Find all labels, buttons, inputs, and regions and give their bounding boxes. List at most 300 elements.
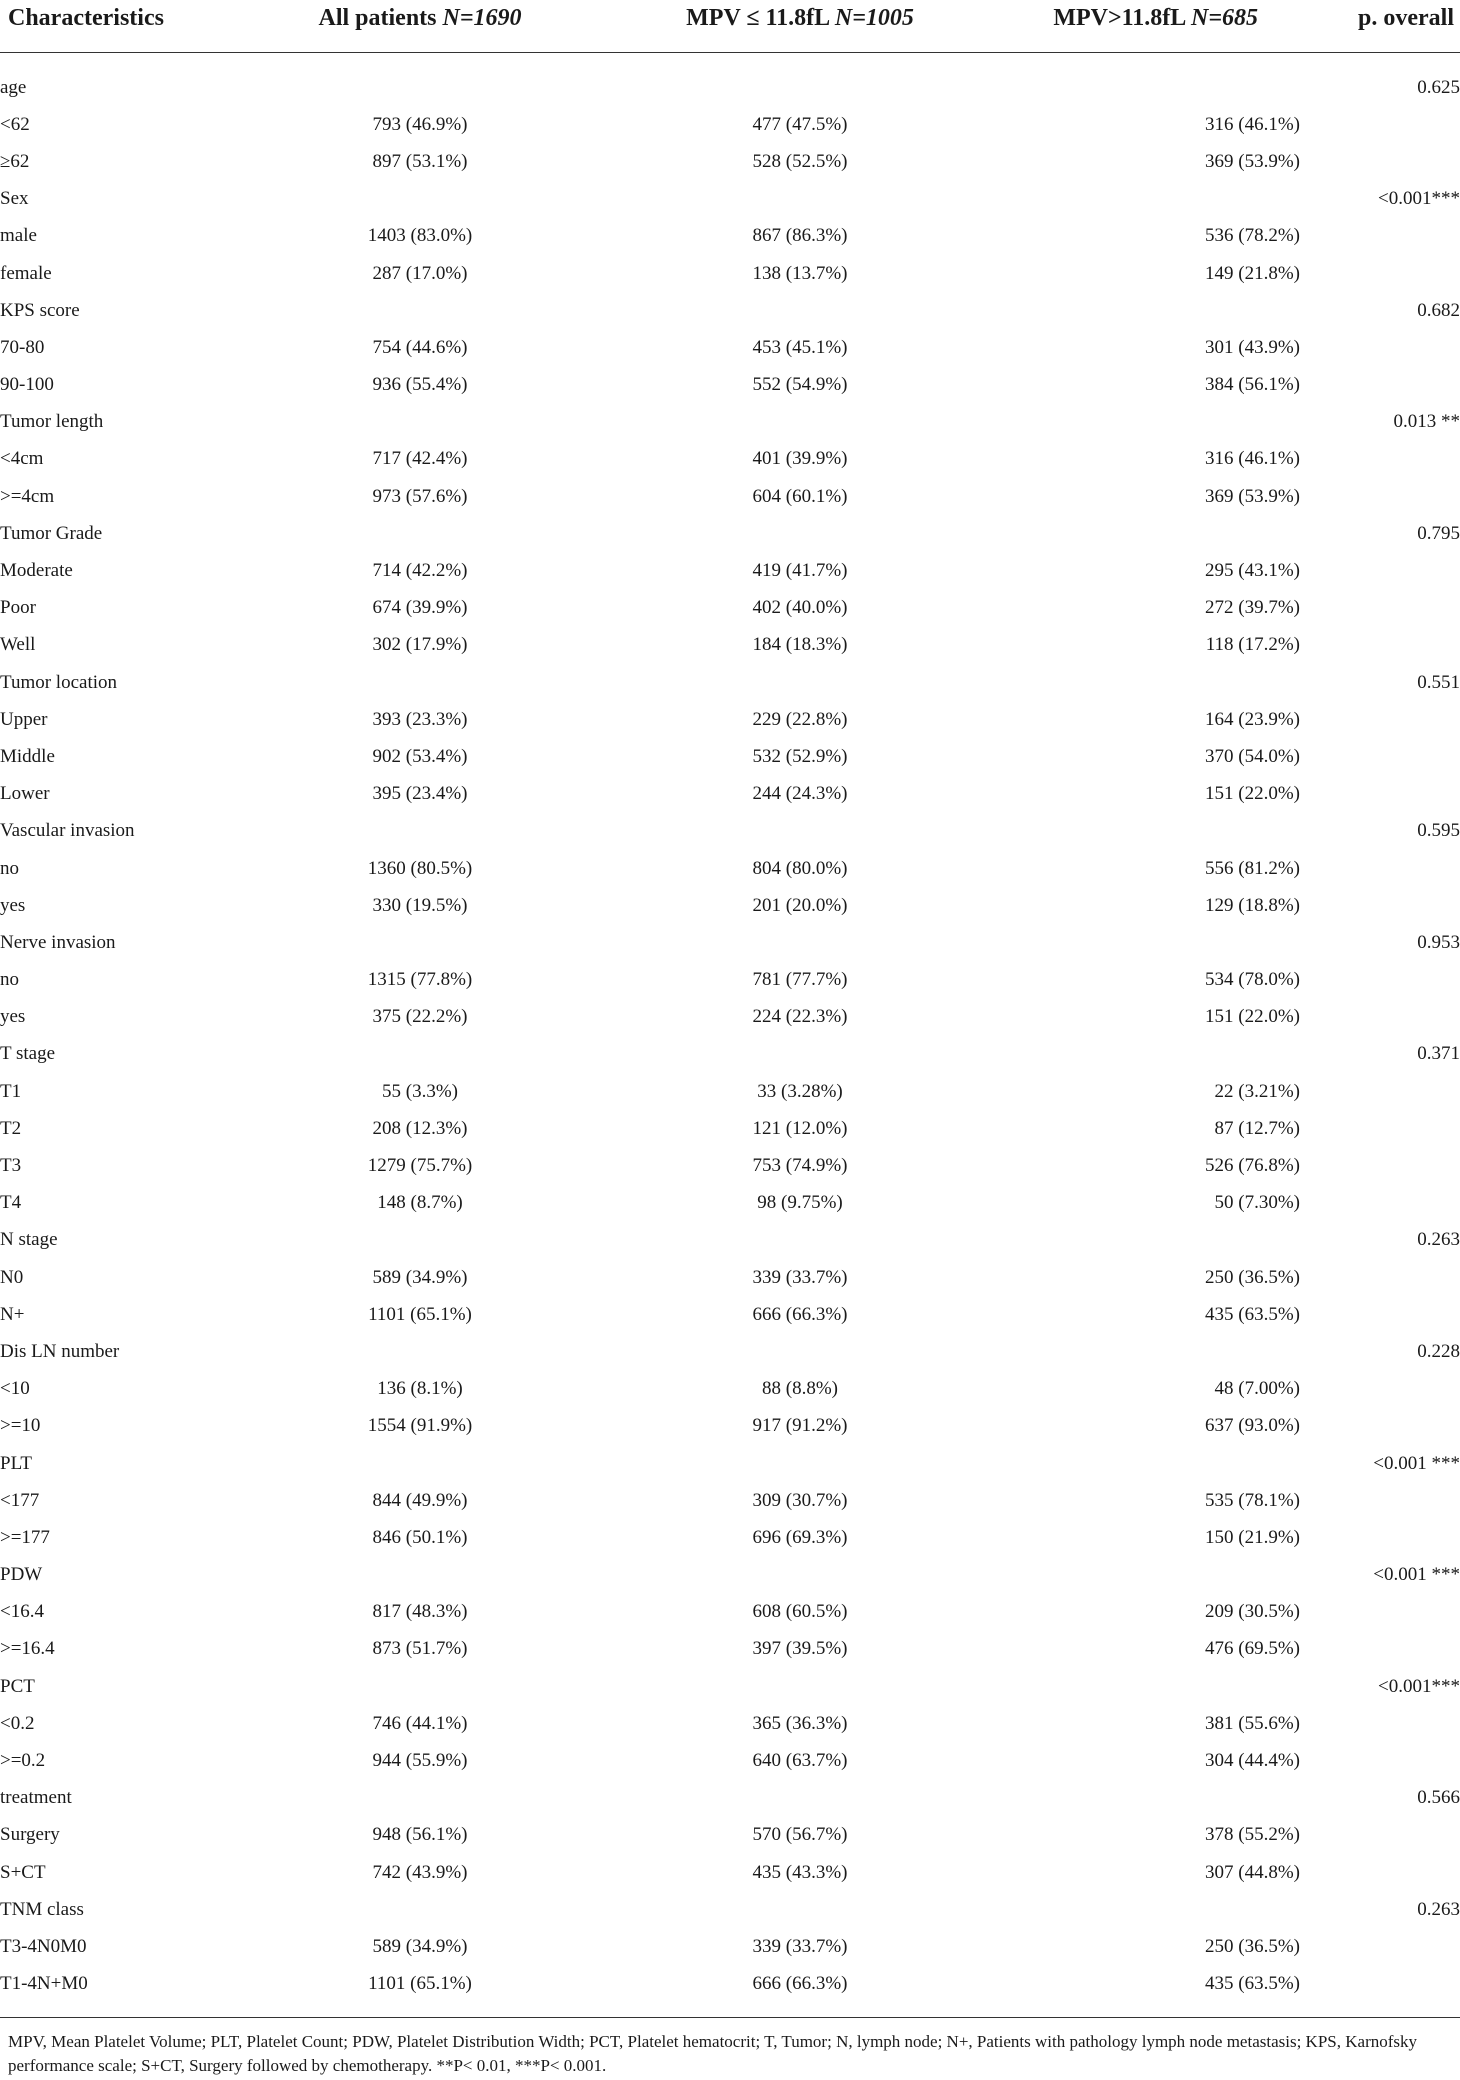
table-header <box>0 0 1460 53</box>
p-value-cell <box>1300 218 1460 255</box>
table-row <box>0 1891 1460 1928</box>
mpv-low-cell: 138 (13.7%) <box>752 262 848 284</box>
row-label: 70-80 <box>0 336 45 358</box>
all-patients-cell: 1279 (75.7%) <box>367 1155 473 1177</box>
mpv-high-cell: 526 (76.8%) <box>1205 1155 1300 1177</box>
table-row <box>0 404 1460 441</box>
all-patients-cell: 208 (12.3%) <box>372 1117 468 1139</box>
p-value-cell: <0.001 *** <box>1373 1452 1460 1474</box>
p-value-cell <box>1300 478 1460 515</box>
p-value-cell <box>1300 701 1460 738</box>
table-row <box>0 1185 1460 1222</box>
row-label: PCT <box>0 1675 35 1697</box>
row-label: T2 <box>0 1117 22 1139</box>
all-patients-cell <box>230 181 610 218</box>
mpv-high-cell <box>990 292 1300 329</box>
all-patients-cell: 55 (3.3%) <box>382 1080 458 1102</box>
p-value-cell <box>1300 1482 1460 1519</box>
header-mpv-low <box>610 0 990 53</box>
row-label: T3-4N0M0 <box>0 1935 87 1957</box>
mpv-low-cell <box>610 813 990 850</box>
table-row <box>0 515 1460 552</box>
table-row <box>0 255 1460 292</box>
p-value-cell <box>1300 552 1460 589</box>
mpv-high-cell: 164 (23.9%) <box>1205 708 1300 730</box>
p-value-cell: 0.228 <box>1417 1340 1460 1362</box>
row-label: KPS score <box>0 299 80 321</box>
mpv-high-cell: 129 (18.8%) <box>1205 894 1300 916</box>
table-row <box>0 1073 1460 1110</box>
all-patients-cell: 136 (8.1%) <box>377 1378 463 1400</box>
all-patients-cell <box>230 924 610 961</box>
mpv-low-cell: 229 (22.8%) <box>752 708 848 730</box>
table-row <box>0 813 1460 850</box>
mpv-low-cell: 666 (66.3%) <box>752 1303 848 1325</box>
mpv-low-cell: 435 (43.3%) <box>752 1861 848 1883</box>
all-patients-cell <box>230 69 610 106</box>
table-row <box>0 1147 1460 1184</box>
mpv-high-cell: 637 (93.0%) <box>1205 1415 1300 1437</box>
p-value-cell <box>1300 887 1460 924</box>
header-mpv-high-label: MPV>11.8fL <box>1053 5 1185 31</box>
row-label: Tumor location <box>0 671 117 693</box>
mpv-low-cell: 753 (74.9%) <box>752 1155 848 1177</box>
table-row <box>0 106 1460 143</box>
table-row <box>0 924 1460 961</box>
mpv-low-cell: 365 (36.3%) <box>752 1712 848 1734</box>
table-body <box>0 53 1460 2018</box>
p-value-cell <box>1300 1928 1460 1965</box>
mpv-low-cell: 528 (52.5%) <box>752 150 848 172</box>
row-label: ≥62 <box>0 150 30 172</box>
mpv-low-cell: 419 (41.7%) <box>752 560 848 582</box>
all-patients-cell: 1315 (77.8%) <box>367 969 473 991</box>
table-row <box>0 701 1460 738</box>
table-row <box>0 1668 1460 1705</box>
all-patients-cell <box>230 1780 610 1817</box>
mpv-low-cell <box>610 924 990 961</box>
mpv-low-cell <box>610 181 990 218</box>
p-value-cell <box>1300 329 1460 366</box>
spacer-cell <box>0 53 1460 70</box>
p-value-cell <box>1300 1110 1460 1147</box>
mpv-high-cell: 87 (12.7%) <box>1214 1117 1300 1139</box>
row-label: TNM class <box>0 1898 84 1920</box>
p-value-cell <box>1300 367 1460 404</box>
row-label: Lower <box>0 783 50 805</box>
row-label: yes <box>0 1006 26 1028</box>
mpv-low-cell <box>610 404 990 441</box>
all-patients-cell: 1101 (65.1%) <box>230 1966 610 2018</box>
row-label: T1 <box>0 1080 22 1102</box>
header-mpv-low-n: N=1005 <box>834 5 914 31</box>
mpv-low-cell: 917 (91.2%) <box>752 1415 848 1437</box>
p-value-cell: <0.001*** <box>1378 188 1460 210</box>
table-row <box>0 627 1460 664</box>
mpv-low-cell: 532 (52.9%) <box>752 745 848 767</box>
mpv-low-cell: 201 (20.0%) <box>752 894 848 916</box>
header-p-overall: p. overall <box>1300 0 1460 53</box>
p-value-cell <box>1300 999 1460 1036</box>
header-all-patients <box>230 0 610 53</box>
mpv-low-cell <box>610 1557 990 1594</box>
all-patients-cell <box>230 1557 610 1594</box>
all-patients-cell: 1403 (83.0%) <box>367 225 473 247</box>
header-characteristics: Characteristics <box>0 0 230 53</box>
mpv-low-cell <box>610 69 990 106</box>
row-label: Dis LN number <box>0 1340 120 1362</box>
row-label: Upper <box>0 708 48 730</box>
mpv-high-cell <box>990 404 1300 441</box>
mpv-low-cell: 867 (86.3%) <box>752 225 848 247</box>
table-row <box>0 1928 1460 1965</box>
all-patients-cell: 148 (8.7%) <box>377 1192 463 1214</box>
row-label: >=0.2 <box>0 1750 46 1772</box>
p-value-cell <box>1300 1705 1460 1742</box>
row-label: >=10 <box>0 1415 41 1437</box>
mpv-low-cell: 781 (77.7%) <box>752 969 848 991</box>
row-label: Poor <box>0 597 36 619</box>
table-row <box>0 1036 1460 1073</box>
mpv-high-cell <box>990 1445 1300 1482</box>
table-row <box>0 552 1460 589</box>
p-value-cell <box>1300 1742 1460 1779</box>
row-label: T1-4N+M0 <box>0 1966 230 2018</box>
p-value-cell: 0.566 <box>1417 1787 1460 1809</box>
mpv-low-cell: 33 (3.28%) <box>757 1080 843 1102</box>
p-value-cell <box>1300 850 1460 887</box>
all-patients-cell: 936 (55.4%) <box>372 374 468 396</box>
row-label: <62 <box>0 113 30 135</box>
all-patients-cell: 302 (17.9%) <box>372 634 468 656</box>
mpv-low-cell: 184 (18.3%) <box>752 634 848 656</box>
mpv-high-cell: 22 (3.21%) <box>1214 1080 1300 1102</box>
row-label: <4cm <box>0 448 44 470</box>
p-value-cell <box>1300 1817 1460 1854</box>
table-row <box>0 367 1460 404</box>
all-patients-cell: 846 (50.1%) <box>372 1526 468 1548</box>
mpv-high-cell: 150 (21.9%) <box>1205 1526 1300 1548</box>
table-row <box>0 181 1460 218</box>
table-row <box>0 1705 1460 1742</box>
mpv-high-cell: 307 (44.8%) <box>1205 1861 1300 1883</box>
row-label: <0.2 <box>0 1712 35 1734</box>
all-patients-cell <box>230 1891 610 1928</box>
all-patients-cell: 817 (48.3%) <box>372 1601 468 1623</box>
all-patients-cell: 944 (55.9%) <box>372 1750 468 1772</box>
p-value-cell: 0.795 <box>1417 522 1460 544</box>
p-value-cell: 0.953 <box>1417 931 1460 953</box>
mpv-high-cell: 149 (21.8%) <box>1205 262 1300 284</box>
all-patients-cell: 674 (39.9%) <box>372 597 468 619</box>
mpv-low-cell <box>610 292 990 329</box>
all-patients-cell: 754 (44.6%) <box>372 336 468 358</box>
all-patients-cell: 742 (43.9%) <box>372 1861 468 1883</box>
row-label: 90-100 <box>0 374 54 396</box>
p-value-cell: 0.682 <box>1417 299 1460 321</box>
p-value-cell <box>1300 1519 1460 1556</box>
all-patients-cell: 873 (51.7%) <box>372 1638 468 1660</box>
mpv-high-cell <box>990 813 1300 850</box>
table-row <box>0 1966 1460 2018</box>
table-row <box>0 1222 1460 1259</box>
table-row <box>0 69 1460 106</box>
header-all-patients-label: All patients <box>318 5 437 31</box>
table-row <box>0 776 1460 813</box>
mpv-low-cell: 608 (60.5%) <box>752 1601 848 1623</box>
table-row <box>0 1631 1460 1668</box>
header-mpv-high <box>990 0 1300 53</box>
mpv-high-cell: 435 (63.5%) <box>1205 1303 1300 1325</box>
p-value-cell <box>1300 738 1460 775</box>
row-label: Middle <box>0 745 55 767</box>
all-patients-cell: 393 (23.3%) <box>372 708 468 730</box>
p-value-cell: <0.001 *** <box>1373 1564 1460 1586</box>
all-patients-cell <box>230 1036 610 1073</box>
all-patients-cell: 395 (23.4%) <box>372 783 468 805</box>
mpv-high-cell: 250 (36.5%) <box>1205 1266 1300 1288</box>
table-row <box>0 1594 1460 1631</box>
p-value-cell: 0.371 <box>1417 1043 1460 1065</box>
row-label: female <box>0 262 52 284</box>
mpv-high-cell: 272 (39.7%) <box>1205 597 1300 619</box>
table-row <box>0 1482 1460 1519</box>
mpv-low-cell <box>610 1780 990 1817</box>
row-label: PDW <box>0 1564 43 1586</box>
row-label: N stage <box>0 1229 58 1251</box>
all-patients-cell: 897 (53.1%) <box>372 150 468 172</box>
p-value-cell: 0.263 <box>1417 1898 1460 1920</box>
mpv-high-cell <box>990 1780 1300 1817</box>
all-patients-cell: 589 (34.9%) <box>372 1266 468 1288</box>
mpv-low-cell <box>610 1445 990 1482</box>
table-row <box>0 962 1460 999</box>
row-label: T4 <box>0 1192 22 1214</box>
row-label: Surgery <box>0 1824 60 1846</box>
row-label: >=177 <box>0 1526 50 1548</box>
mpv-high-cell: 535 (78.1%) <box>1205 1489 1300 1511</box>
row-label: N0 <box>0 1266 24 1288</box>
mpv-low-cell: 401 (39.9%) <box>752 448 848 470</box>
mpv-low-cell: 402 (40.0%) <box>752 597 848 619</box>
table-row <box>0 218 1460 255</box>
p-value-cell: 0.551 <box>1417 671 1460 693</box>
all-patients-cell <box>230 1222 610 1259</box>
mpv-low-cell: 244 (24.3%) <box>752 783 848 805</box>
mpv-high-cell: 250 (36.5%) <box>1205 1935 1300 1957</box>
mpv-high-cell: 435 (63.5%) <box>990 1966 1300 2018</box>
p-value-cell <box>1300 106 1460 143</box>
mpv-low-cell <box>610 664 990 701</box>
mpv-high-cell: 304 (44.4%) <box>1205 1750 1300 1772</box>
mpv-high-cell: 556 (81.2%) <box>1205 857 1300 879</box>
mpv-high-cell: 534 (78.0%) <box>1205 969 1300 991</box>
mpv-low-cell: 339 (33.7%) <box>752 1935 848 1957</box>
all-patients-cell: 330 (19.5%) <box>372 894 468 916</box>
mpv-high-cell: 50 (7.30%) <box>1214 1192 1300 1214</box>
row-label: Well <box>0 634 36 656</box>
all-patients-cell: 1101 (65.1%) <box>368 1303 472 1325</box>
mpv-low-cell <box>610 1668 990 1705</box>
row-label: >=16.4 <box>0 1638 55 1660</box>
all-patients-cell <box>230 1333 610 1370</box>
all-patients-cell <box>230 1668 610 1705</box>
all-patients-cell: 948 (56.1%) <box>372 1824 468 1846</box>
table-row <box>0 1408 1460 1445</box>
table-row <box>0 664 1460 701</box>
all-patients-cell <box>230 664 610 701</box>
mpv-low-cell: 224 (22.3%) <box>752 1006 848 1028</box>
row-label: yes <box>0 894 26 916</box>
p-value-cell <box>1300 1594 1460 1631</box>
header-row <box>0 0 1460 53</box>
header-all-patients-n: N=1690 <box>442 5 522 31</box>
table-row <box>0 1817 1460 1854</box>
mpv-high-cell <box>990 1036 1300 1073</box>
mpv-high-cell: 381 (55.6%) <box>1205 1712 1300 1734</box>
mpv-low-cell <box>610 515 990 552</box>
table-row <box>0 1780 1460 1817</box>
table-row <box>0 1333 1460 1370</box>
mpv-low-cell: 552 (54.9%) <box>752 374 848 396</box>
p-value-cell <box>1300 1966 1460 2018</box>
table-row <box>0 1259 1460 1296</box>
p-value-cell: 0.013 ** <box>1393 411 1460 433</box>
row-label: T stage <box>0 1043 56 1065</box>
table-row <box>0 441 1460 478</box>
mpv-high-cell: 378 (55.2%) <box>1205 1824 1300 1846</box>
row-label: Moderate <box>0 560 73 582</box>
p-value-cell <box>1300 255 1460 292</box>
row-label: <177 <box>0 1489 40 1511</box>
mpv-high-cell <box>990 1557 1300 1594</box>
all-patients-cell: 287 (17.0%) <box>372 262 468 284</box>
mpv-high-cell: 369 (53.9%) <box>1205 150 1300 172</box>
mpv-high-cell <box>990 181 1300 218</box>
row-label: no <box>0 857 19 879</box>
all-patients-cell: 902 (53.4%) <box>372 745 468 767</box>
mpv-high-cell: 316 (46.1%) <box>1205 448 1300 470</box>
mpv-high-cell: 151 (22.0%) <box>1205 1006 1300 1028</box>
table-row <box>0 1854 1460 1891</box>
mpv-low-cell: 640 (63.7%) <box>752 1750 848 1772</box>
mpv-low-cell <box>610 1891 990 1928</box>
mpv-high-cell <box>990 1333 1300 1370</box>
all-patients-cell: 717 (42.4%) <box>372 448 468 470</box>
p-value-cell <box>1300 143 1460 180</box>
mpv-high-cell <box>990 924 1300 961</box>
row-label: male <box>0 225 37 247</box>
mpv-high-cell: 384 (56.1%) <box>1205 374 1300 396</box>
all-patients-cell <box>230 404 610 441</box>
all-patients-cell: 973 (57.6%) <box>372 485 468 507</box>
mpv-high-cell: 301 (43.9%) <box>1205 336 1300 358</box>
all-patients-cell: 793 (46.9%) <box>372 113 468 135</box>
table-row <box>0 329 1460 366</box>
all-patients-cell: 589 (34.9%) <box>372 1935 468 1957</box>
mpv-low-cell: 477 (47.5%) <box>752 113 848 135</box>
p-value-cell <box>1300 1854 1460 1891</box>
p-value-cell <box>1300 590 1460 627</box>
table-row <box>0 999 1460 1036</box>
p-value-cell <box>1300 441 1460 478</box>
p-value-cell: 0.595 <box>1417 820 1460 842</box>
row-label: no <box>0 969 19 991</box>
table-row <box>0 1371 1460 1408</box>
mpv-low-cell: 604 (60.1%) <box>752 485 848 507</box>
all-patients-cell: 746 (44.1%) <box>372 1712 468 1734</box>
all-patients-cell <box>230 813 610 850</box>
table-row <box>0 143 1460 180</box>
row-label: Tumor Grade <box>0 522 103 544</box>
mpv-high-cell: 316 (46.1%) <box>1205 113 1300 135</box>
mpv-low-cell: 397 (39.5%) <box>752 1638 848 1660</box>
mpv-high-cell: 536 (78.2%) <box>1205 225 1300 247</box>
mpv-low-cell: 666 (66.3%) <box>610 1966 990 2018</box>
p-value-cell: 0.625 <box>1417 76 1460 98</box>
table-row <box>0 1110 1460 1147</box>
mpv-high-cell: 295 (43.1%) <box>1205 560 1300 582</box>
all-patients-cell <box>230 1445 610 1482</box>
mpv-high-cell: 369 (53.9%) <box>1205 485 1300 507</box>
mpv-high-cell <box>990 1891 1300 1928</box>
p-value-cell <box>1300 627 1460 664</box>
mpv-high-cell: 209 (30.5%) <box>1205 1601 1300 1623</box>
all-patients-cell: 1554 (91.9%) <box>367 1415 473 1437</box>
mpv-low-cell: 121 (12.0%) <box>752 1117 848 1139</box>
mpv-low-cell: 309 (30.7%) <box>752 1489 848 1511</box>
p-value-cell <box>1300 1408 1460 1445</box>
all-patients-cell: 844 (49.9%) <box>372 1489 468 1511</box>
mpv-low-cell: 696 (69.3%) <box>752 1526 848 1548</box>
header-mpv-high-n: N=685 <box>1190 5 1258 31</box>
table-row <box>0 1296 1460 1333</box>
mpv-low-cell: 570 (56.7%) <box>752 1824 848 1846</box>
row-label: S+CT <box>0 1861 46 1883</box>
all-patients-cell: 714 (42.2%) <box>372 560 468 582</box>
mpv-high-cell: 476 (69.5%) <box>1205 1638 1300 1660</box>
table-row <box>0 1742 1460 1779</box>
mpv-high-cell <box>990 515 1300 552</box>
table-row <box>0 738 1460 775</box>
p-value-cell <box>1300 1185 1460 1222</box>
table-row <box>0 590 1460 627</box>
row-label: Vascular invasion <box>0 820 135 842</box>
all-patients-cell: 1360 (80.5%) <box>367 857 473 879</box>
row-label: treatment <box>0 1787 72 1809</box>
mpv-high-cell: 48 (7.00%) <box>1214 1378 1300 1400</box>
table-row <box>0 1519 1460 1556</box>
all-patients-cell: 375 (22.2%) <box>372 1006 468 1028</box>
p-value-cell: <0.001*** <box>1378 1675 1460 1697</box>
mpv-high-cell <box>990 1668 1300 1705</box>
table-row <box>0 887 1460 924</box>
row-label: Tumor length <box>0 411 104 433</box>
p-value-cell <box>1300 1073 1460 1110</box>
spacer-row <box>0 53 1460 70</box>
table-row <box>0 1445 1460 1482</box>
mpv-high-cell <box>990 664 1300 701</box>
mpv-low-cell <box>610 1222 990 1259</box>
p-value-cell <box>1300 1631 1460 1668</box>
p-value-cell <box>1300 776 1460 813</box>
p-value-cell <box>1300 1296 1460 1333</box>
mpv-high-cell <box>990 1222 1300 1259</box>
mpv-low-cell: 339 (33.7%) <box>752 1266 848 1288</box>
row-label: Nerve invasion <box>0 931 116 953</box>
mpv-low-cell: 98 (9.75%) <box>757 1192 843 1214</box>
mpv-high-cell <box>990 69 1300 106</box>
